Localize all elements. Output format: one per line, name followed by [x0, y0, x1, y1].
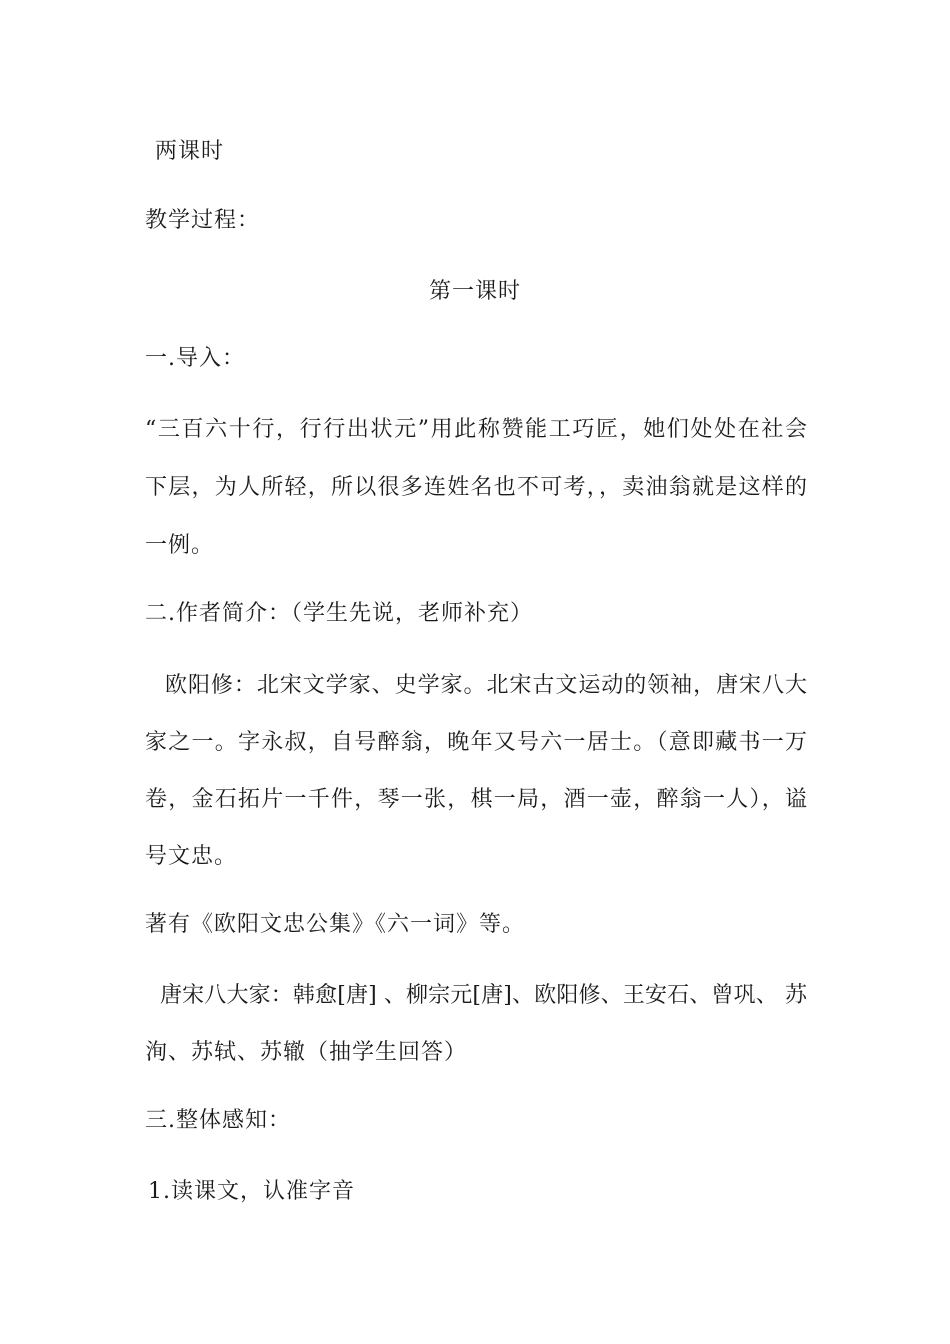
section-overview-heading: 三.整体感知：: [145, 1108, 291, 1133]
step-one-text: 1.读课文，认准字音: [148, 1179, 355, 1204]
intro-paragraph-line: 下层，为人所轻，所以很多连姓名也不可考，，卖油翁就是这样的: [145, 475, 807, 500]
intro-paragraph-line: “三百六十行，行行出状元”用此称赞能工巧匠，她们处处在社会: [145, 417, 807, 442]
author-paragraph-line: 家之一。字永叔，自号醉翁，晚年又号六一居士。（意即藏书一万: [145, 730, 807, 755]
works-text: 著有《欧阳文忠公集》《六一词》等。: [145, 912, 526, 937]
teaching-process-heading: 教学过程：: [145, 208, 261, 233]
first-lesson-title: 第一课时: [428, 279, 521, 304]
class-hours-text: 两课时: [155, 139, 225, 164]
section-intro-heading: 一.导入：: [145, 346, 245, 371]
author-paragraph-line: 欧阳修：北宋文学家、史学家。北宋古文运动的领袖，唐宋八大: [165, 673, 807, 698]
intro-paragraph-line: 一例。: [145, 533, 215, 558]
author-paragraph-line: 号文忠。: [145, 844, 238, 869]
author-paragraph-line: 卷，金石拓片一千件，琴一张，棋一局，酒一壶，醉翁一人），谥: [145, 787, 807, 812]
section-author-heading: 二.作者简介：（学生先说，老师补充）: [145, 601, 533, 626]
eight-masters-line: 洵、苏轼、苏辙（抽学生回答）: [145, 1040, 468, 1065]
eight-masters-line: 唐宋八大家：韩愈[唐] 、柳宗元[唐]、欧阳修、王安石、曾巩、 苏: [160, 983, 807, 1008]
